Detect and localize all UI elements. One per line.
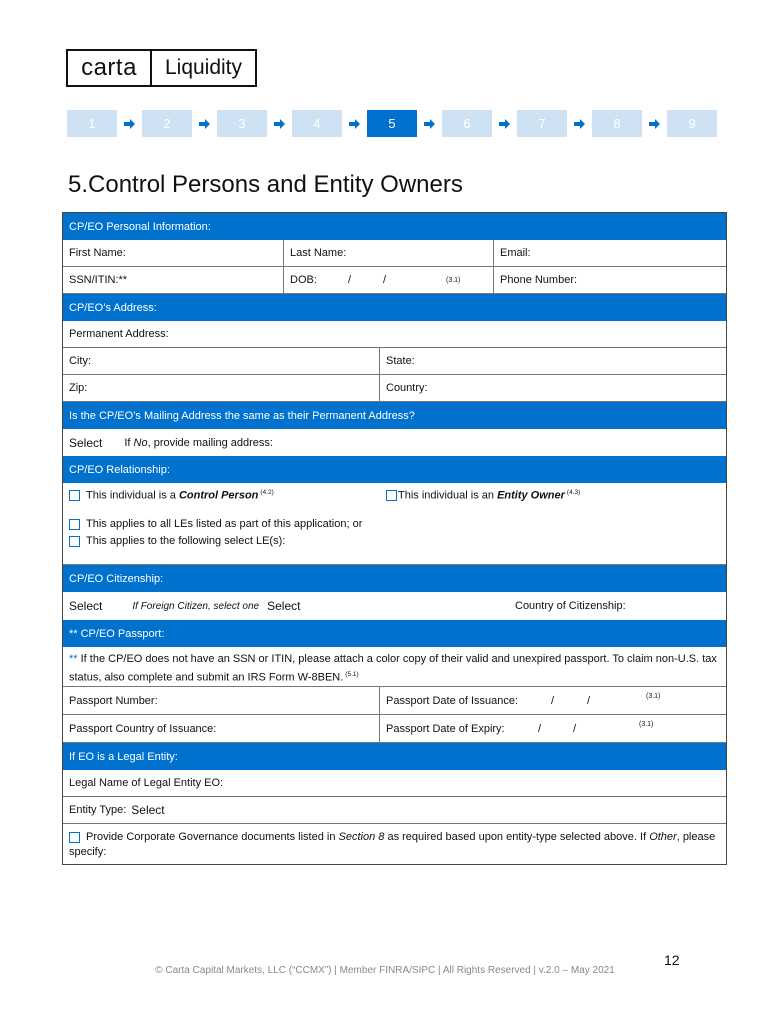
arrow-right-icon — [492, 110, 517, 137]
all-les-option[interactable]: This applies to all LEs listed as part of this application; or — [69, 518, 362, 530]
entity-owner-option[interactable]: This individual is an Entity Owner $^{(4.3)}$ — [386, 489, 580, 502]
step-5-current: 5 — [367, 110, 417, 137]
last-name-field[interactable] — [284, 240, 494, 266]
mailing-address-instruction[interactable]: If No, provide mailing address: — [124, 436, 273, 449]
checkbox-icon[interactable] — [69, 490, 80, 501]
date-separator: / — [573, 722, 577, 735]
control-person-option[interactable]: This individual is a Control Person $^{(4.2)}$ — [69, 489, 274, 502]
step-1: 1 — [67, 110, 117, 137]
legal-name-label: Legal Name of Legal Entity EO: — [69, 777, 224, 789]
logo-product: Liquidity — [164, 56, 243, 79]
personal-info-header: CP/EO Personal Information: — [63, 213, 726, 240]
address-header: CP/EO’s Address: — [63, 294, 726, 321]
checkbox-icon[interactable] — [69, 519, 80, 530]
step-4: 4 — [292, 110, 342, 137]
page-title: 5.Control Persons and Entity Owners — [68, 171, 463, 198]
entity-type-select[interactable]: Select — [131, 803, 165, 817]
passport-issuance-field[interactable] — [380, 687, 726, 714]
email-label: Email: — [500, 247, 531, 259]
step-progress — [67, 110, 717, 137]
dob-field[interactable] — [284, 267, 494, 293]
passport-country-label: Passport Country of Issuance: — [69, 722, 217, 735]
zip-field[interactable] — [63, 375, 380, 401]
passport-expiry-label: Passport Date of Expiry: — [386, 722, 505, 735]
checkbox-icon[interactable] — [386, 490, 397, 501]
passport-note: ** If the CP/EO does not have an SSN or ITIN, please attach a color copy of their valid and unexpired passport. To claim non-U.S. tax status, also complete and submit an IRS Form W-8BEN. $^{(5.1)}$ — [63, 647, 726, 687]
legal-name-field[interactable] — [63, 770, 726, 796]
city-label: City: — [69, 355, 91, 367]
state-field[interactable] — [380, 348, 726, 374]
foreign-citizen-label: If Foreign Citizen, select one — [132, 600, 260, 612]
date-separator: / — [587, 694, 591, 707]
passport-header: ** CP/EO Passport: — [63, 620, 726, 647]
city-field[interactable] — [63, 348, 380, 374]
date-separator: / — [383, 274, 387, 286]
step-3: 3 — [217, 110, 267, 137]
mailing-same-select[interactable]: Select — [69, 435, 103, 450]
last-name-label: Last Name: — [290, 247, 347, 259]
corporate-governance-option[interactable]: Provide Corporate Governance documents listed in Section 8 as required based upon entity-type selected above. If Other, please specify: — [69, 831, 716, 858]
entity-type-label: Entity Type: — [69, 804, 127, 816]
citizenship-header: CP/EO Citizenship: — [63, 565, 726, 592]
date-separator: / — [538, 722, 542, 735]
arrow-right-icon — [567, 110, 592, 137]
arrow-right-icon — [267, 110, 292, 137]
expiry-reference: (3.1) — [639, 721, 654, 728]
email-field[interactable] — [494, 240, 726, 266]
dob-label: DOB: — [290, 274, 317, 286]
arrow-right-icon — [342, 110, 367, 137]
arrow-right-icon — [192, 110, 217, 137]
arrow-right-icon — [417, 110, 442, 137]
logo-brand: carta — [68, 51, 152, 85]
page-number: 12 — [664, 952, 680, 968]
arrow-right-icon — [642, 110, 667, 137]
control-persons-form — [62, 212, 727, 865]
permanent-address-field[interactable] — [63, 321, 726, 347]
ssn-itin-field[interactable] — [63, 267, 284, 293]
ssn-label: SSN/ITIN:** — [69, 274, 128, 286]
mailing-address-header: Is the CP/EO’s Mailing Address the same as their Permanent Address? — [63, 402, 726, 429]
country-field[interactable] — [380, 375, 726, 401]
state-label: State: — [386, 355, 415, 367]
step-9: 9 — [667, 110, 717, 137]
passport-issuance-label: Passport Date of Issuance: — [386, 694, 519, 707]
select-les-option[interactable]: This applies to the following select LE(s): — [69, 535, 285, 547]
checkbox-icon[interactable] — [69, 536, 80, 547]
arrow-right-icon — [117, 110, 142, 137]
date-separator: / — [348, 274, 352, 286]
first-name-label: First Name: — [69, 247, 126, 259]
passport-number-field[interactable] — [63, 687, 380, 714]
footer: © Carta Capital Markets, LLC (“CCMX”) | Member FINRA/SIPC | All Rights Reserved | v.2.0 – May 2021 — [155, 965, 615, 976]
legal-entity-header: If EO is a Legal Entity: — [63, 743, 726, 770]
passport-expiry-field[interactable] — [380, 715, 726, 742]
country-label: Country: — [386, 382, 428, 394]
passport-number-label: Passport Number: — [69, 694, 158, 707]
date-separator: / — [551, 694, 555, 707]
permanent-address-label: Permanent Address: — [69, 328, 169, 340]
passport-country-field[interactable] — [63, 715, 380, 742]
zip-label: Zip: — [69, 382, 88, 394]
step-6: 6 — [442, 110, 492, 137]
country-of-citizenship-label[interactable]: Country of Citizenship: — [515, 600, 626, 612]
dob-reference: (3.1) — [446, 276, 461, 284]
step-8: 8 — [592, 110, 642, 137]
phone-label: Phone Number: — [500, 274, 578, 286]
phone-field[interactable] — [494, 267, 726, 293]
citizenship-select[interactable]: Select — [69, 599, 103, 613]
relationship-header: CP/EO Relationship: — [63, 456, 726, 483]
issuance-reference: (3.1) — [646, 693, 661, 700]
checkbox-icon[interactable] — [69, 832, 80, 843]
step-2: 2 — [142, 110, 192, 137]
first-name-field[interactable] — [63, 240, 284, 266]
carta-liquidity-logo — [66, 49, 257, 87]
foreign-citizen-select[interactable]: Select — [267, 599, 301, 613]
step-7: 7 — [517, 110, 567, 137]
